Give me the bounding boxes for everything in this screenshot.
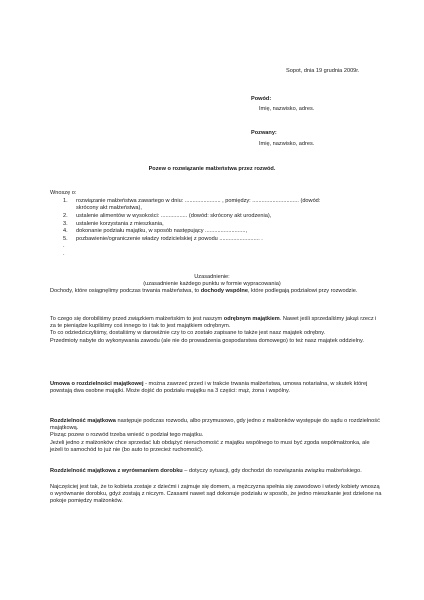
motion-text: ustalenie korzystania z mieszkania, — [76, 220, 164, 227]
paragraph-equalization — [50, 468, 382, 475]
motion-item — [63, 221, 363, 229]
text-run: , które podlegają podziałowi przy rozwodzie. — [247, 288, 358, 294]
document-title: Pozew o rozwiązanie małżeństwa przez rozwód. — [148, 166, 276, 172]
defendant-value: Imię, nazwisko, adres. — [259, 141, 315, 147]
motion-number: 2. — [63, 213, 68, 219]
emphasis: Rozdzielność majątkowa z wyrównaniem dorobku — [50, 468, 183, 474]
motion-text: ustalenie alimentów w wysokości: ................. (dowód: skrócony akt urodzenia), — [76, 213, 272, 219]
plaintiff-label: Powód: — [251, 96, 272, 102]
motion-number: . — [63, 243, 65, 250]
emphasis: Rozdzielność majątkowa — [50, 418, 116, 424]
motion-text-cont: skrócony akt małżeństwa), — [76, 205, 142, 212]
text-run: Dochody, które osiągnęlimy podczas trwania małżeństwa, to — [50, 288, 201, 294]
paragraph-lawsuit-note: Pisząc pozew o rozwód trzeba wnieść o podział tego majątku. — [50, 432, 204, 438]
justification-heading: Uzasadnienie: — [194, 274, 230, 280]
text-run: To czego się dorobiliśmy przed związkiem małżeńskim to jest naszym — [50, 316, 224, 322]
emphasis: dochody wspólne — [200, 288, 248, 294]
motion-item — [63, 198, 363, 213]
text-run: - można zawrzeć przed i w trakcie trwania małżeństwa, umowa notarialna, w skutek której powstają dwa osobne majątki. Może dojść do podziału majątku na 3 części: mąż, żona i wspólny. — [50, 381, 368, 395]
motion-number: . — [63, 250, 65, 257]
motion-number: 1. — [63, 198, 68, 204]
motion-item — [63, 236, 363, 244]
motions-list — [63, 198, 363, 259]
motion-intro: Wnoszę o: — [50, 190, 77, 196]
paragraph-separation — [50, 418, 382, 432]
paragraph-typical-case: Najczęściej jest tak, że to kobieta zostaje z dziećmi i zajmuje się domem, a mężczyzna spełnia się zawodowo i wtedy kobiety wnoszą o wyrównanie dorobku, gdyż zostają z niczym. Czasami nawet sąd dokonuje podziału w sposób, że jedno mieszkanie jest dzielone na pokoje pomiędzy małżonków. — [50, 484, 382, 505]
motion-item — [63, 228, 363, 236]
motion-text: rozwiązanie małżeństwa zawartego w dniu: ....................... , pomiędzy: .............................. (dowód: — [76, 198, 321, 204]
paragraph-separate-assets — [50, 316, 382, 330]
plaintiff-value: Imię, nazwisko, adres. — [259, 106, 315, 112]
paragraph-joint-income — [50, 288, 382, 295]
motion-item — [63, 213, 363, 221]
paragraph-spouse-consent: Jeżeli jedno z małżonków chce sprzedać lub obdążyć nieruchomość z majątku wspólnego to musi być zgoda współmałżonka, ale jeżeli to samochód to już nie (bo auto to przecież ruchomość). — [50, 440, 370, 454]
emphasis: Umowa o rozdzielności majątkowej — [50, 381, 144, 387]
motion-number: 3. — [63, 220, 68, 227]
motion-item — [63, 243, 363, 251]
defendant-label: Pozwany: — [251, 130, 277, 136]
motion-text: dokonanie podziału majątku, w sposób następujący .........................., — [76, 228, 248, 235]
paragraph-professional-items: Przedmioty nabyte do wykonywania zawodu (ale nie do prowadzenia gospodarstwa domowego) to też nasz majątek oddzielny. — [50, 338, 364, 344]
paragraph-inheritance: To co odziedziczyliśmy, dostaliśmy w darowiźnie czy to co zostało zapisane to także jest nasz majątek odrębny. — [50, 330, 326, 336]
motion-number: 5. — [63, 235, 68, 242]
motion-number: 4. — [63, 228, 68, 235]
place-date: Sopot, dnia 19 grudnia 2009r. — [286, 68, 360, 74]
text-run: . Nawet jeśli sprzedaliśmy jakąś rzecz i za te pieniądze kupiliśmy coś innego to i tak to jest majątkiem odrębnym. — [50, 316, 377, 330]
motion-text: pozbawienie/ograniczenie władzy rodzicielskiej z powodu .......................... . — [76, 235, 263, 242]
justification-subheading: (uzasadnienie każdego punktu w formie wypracowania) — [143, 281, 281, 287]
motion-item — [63, 251, 363, 259]
paragraph-property-agreement — [50, 381, 382, 395]
text-run: następuje podczas rozwodu, albo przymusowo, gdy jedno z małżonków występuje do sądu o rozdzielność majątkową. — [50, 418, 380, 432]
emphasis: odrębnym majątkiem — [223, 316, 280, 322]
text-run: – dotyczy sytuacji, gdy dochodzi do rozwiązania związku małżeńskiego. — [182, 468, 362, 474]
